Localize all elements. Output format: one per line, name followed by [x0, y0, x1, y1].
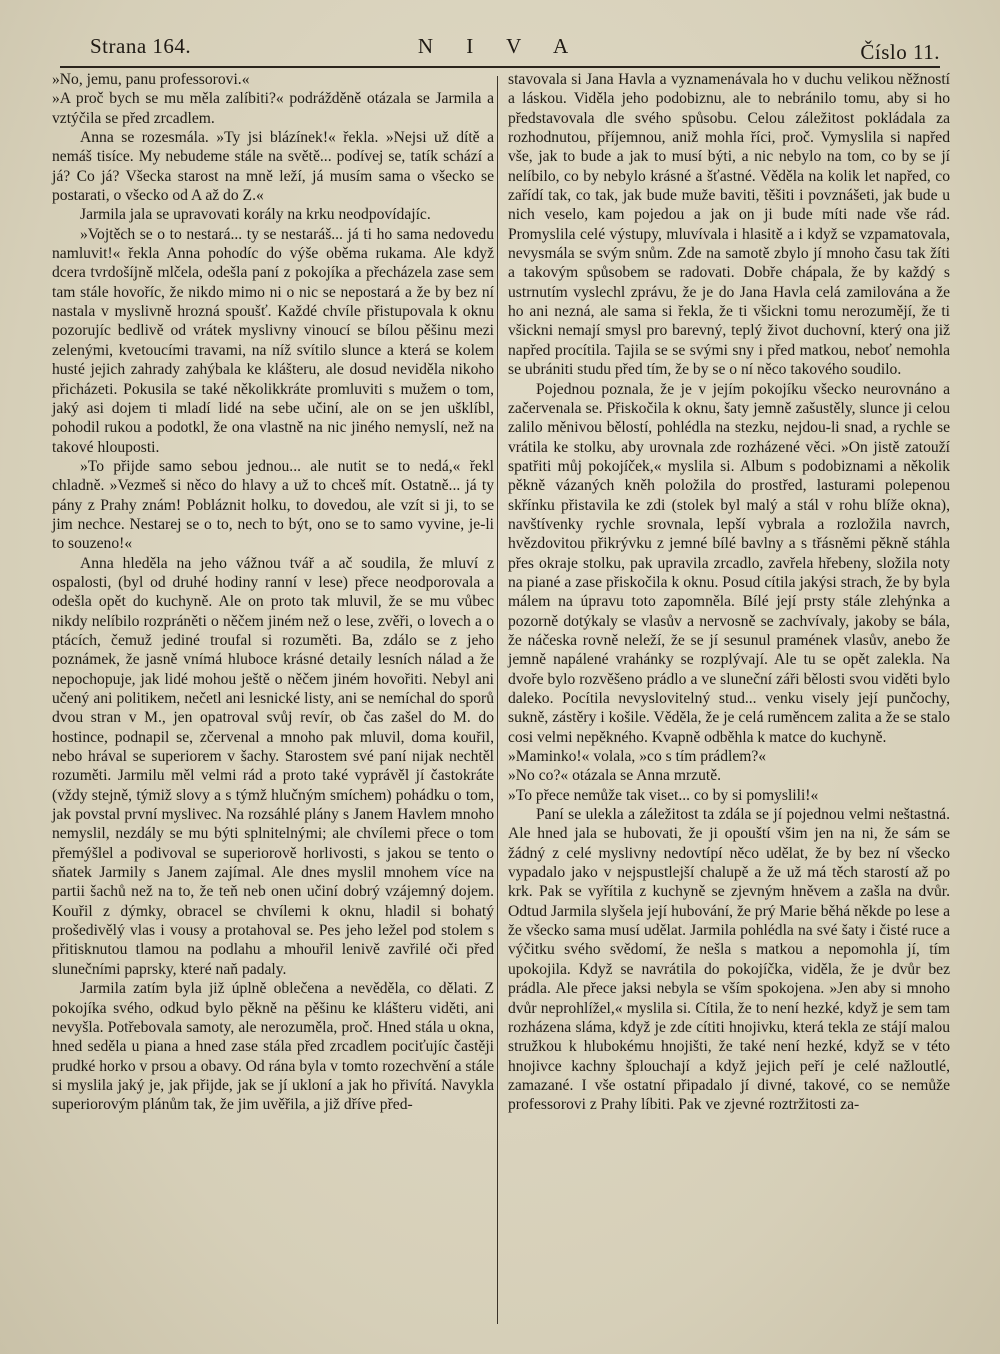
right-column — [508, 70, 950, 1115]
paragraph: »To přece nemůže tak viset... co by si pomyslili!« — [508, 786, 819, 804]
paragraph: »No, jemu, panu professorovi.« — [52, 71, 250, 88]
paragraph: Pojednou poznala, že je v jejím pokojíku všecko neurovnáno a začervenala se. Přiskočila k oknu, šaty jemně zašustěly, slunce ji celou zalilo měnivou bělostí, pohlédla na stezku, nejdou-li snad, a rychle se vrátila ke stolku, aby urovnala zde rozházené věci. »On jistě zatouží spatřiti můj pokojíček,« myslila si. Album s podobiznami a několik pěkně vázaných kněh položila do prostřed, lasturami polepenou skřínku přistavila ke zdi (stolek byl malý a stál v rohu blíže okna), navštívenky rychle srovnala, lepší vybrala a rozložila navrch, hvězdovitou přikrývku z jemné bílé bavlny a s třásněmi pěkně stáhla přes okraje stolku, pak upravila zrcadlo, zavřela hřebeny, složila noty na piané a zase přiskočila k oknu. Posud cítila jakýsi strach, že by byla málem na úpravu toto zapomněla. Bílé její prsty stále zlehýnka a pozorně dotýkaly se vlasův a nervosně se zachvívaly, jakoby se bála, že náčeska rovně neleží, že se jí sesunul pramének vlasův, anebo že jemně napálené vrahánky se rozplývají. Ale tu se opět zalekla. Na dvoře bylo rozvěšeno prádlo a ve sluneční záři bělosti svou viděti bylo daleko. Pocítila nevyslovitelný stud... venku visely její punčochy, sukně, zástěry i košile. Věděla, že je celá ruměncem zalita a že se stalo cosi velmi nepěkného. Kvapně odběhla k matce do kuchyně. — [508, 380, 950, 746]
paragraph: stavovala si Jana Havla a vyznamenávala ho v duchu velikou něžností a láskou. Viděla jeho podobiznu, ale to nebránilo tomu, aby si ho představovala dle svého spůsobu. Celou záležitost pokládala za rozhodnutou, příjemnou, aniž mohla říci, proč. Vymyslila si napřed vše, jak to bude a jak to musí býti, a nic nebylo na tom, co by se jí nelíbilo, co by nebylo krásné a šťastné. Věděla na kolik let napřed, co zařídí tak, co tak, jak bude muže baviti, těšiti i povznášeti, jak bude u nich veselo, kam pojedou a jak on ji bude míti nade vše rád. Promyslila celé výstupy, mluvívala i hlasitě a i když se vzpamatovala, nevysmála se svým snům. Zde na samotě zbylo jí mnoho času tak žíti a takovým spůsobem se radovati. Dobře chápala, že by každý s ustrnutím vyslechl zprávu, že je do Jana Havla celá zamilována a že ho ani nezná, ale sama si řekla, že ti všickni tomu nerozumějí, že ti všickni nemají smysl pro barevný, teplý život duchovní, který ona již napřed procítila. Tajila se se svými sny i před matkou, neboť nemohla se ubrániti studu před tím, že by se o ní něco takového soudilo. — [508, 71, 950, 379]
page-header — [60, 30, 940, 64]
paragraph: Anna se rozesmála. »Ty jsi blázínek!« řekla. »Nejsi už dítě a nemáš tisíce. My nebudeme stále na světě... podívej se, tatík schází a já? Co já? Všecka starost na mně leží, já musím sama o všecko se postarati, o všecko od A až do Z.« — [52, 129, 494, 205]
paragraph: »No co?« otázala se Anna mrzutě. — [508, 767, 722, 785]
magazine-title: N I V A — [417, 34, 583, 58]
page-number: Strana 164. — [90, 34, 192, 58]
column-divider — [497, 76, 498, 1324]
paragraph: »Vojtěch se o to nestará... ty se nestaráš... já ti ho sama nedovedu namluvit!« řekla Anna pohodíc do výše oběma rukama. Ale když dcera tvrdošíjně mlčela, odešla paní z pokojíka a přecházela zase sem tam stále hovoříc, že nikdo mimo ni o nic se nepostará a že by bez ní nastala v myslivně hrozná spoušť. Každé chvíle přistupovala k oknu pozorujíc bedlivě od vrátek myslivny vinoucí se bílou pěšinu mezi zelenými, kvetoucími travami, na níž svítilo slunce a která se kolem husté jejich zahrady zahýbala ke klášteru, ale dosud neviděla nikoho přicházeti. Pokusila se také několikkráte promluviti s mužem o tom, jaký asi dojem ti mladí lidé na sebe učiní, ale on se jen ušklíbl, pohodil rukou a podotkl, že ona vlastně na nic jiného nemyslí, než na takové hlouposti. — [52, 225, 494, 456]
paragraph: Jarmila jala se upravovati korály na krku neodpovídajíc. — [80, 206, 431, 224]
paragraph: »To přijde samo sebou jednou... ale nutit se to nedá,« řekl chladně. »Vezmeš si něco do hlavy a už to chceš mít. Ostatně... já ty pány z Prahy znám! Pobláznit holku, to dovedou, ale vzít si ji, to se jim nechce. Nestarej se o to, nech to být, ono se to samo vyvine, je-li to souzeno!« — [52, 457, 494, 553]
paragraph: Paní se ulekla a záležitost ta zdála se jí pojednou velmi neštastná. Ale hned jala se hubovati, že ji opouští všim jen na ni, že sám se žádný z celé myslivny nedovtípí něco udělat, že by bez ní všecko vypadalo jako v nejspustlejší chalupě a že už má těch starostí až po krk. Pak se vyřítila z kuchyně se zjevným hněvem a zašla na dvůr. Odtud Jarmila slyšela její hubování, že prý Marie běhá někde po lese a že všecko sama musí udělat. Jarmila pohlédla na své šaty i čisté ruce a výčitku svého svědomí, že nešla s matkou a nepomohla jí, tím upokojila. Když se navrátila do pokojíčka, viděla, že je dvůr bez prádla. Ale přece jaksi nebyla se vším spokojena. »Jen aby si mnoho dvůr neprohlížel,« myslila si. Cítila, že to není hezké, když je sem tam rozházena sláma, když je zde cítiti hnojivku, která tekla ze stájí malou stružkou k hlubokému hnojišti, že také není hezké, když se v této hnojivce kachny šplouchají a když jejich peří je celé nažloutlé, zamazané. I vše ostatní připadalo jí divné, takové, co se nemůže professorovi z Prahy líbiti. Pak ve zjevné roztržitosti za- — [508, 806, 950, 1114]
paragraph: »A proč bych se mu měla zalíbiti?« podrážděně otázala se Jarmila a vztýčila se před zrcadlem. — [52, 90, 494, 127]
left-column — [52, 70, 494, 1115]
paragraph: Anna hleděla na jeho vážnou tvář a ač soudila, že mluví z ospalosti, (byl od druhé hodiny ranní v lese) přece neodporovala a odešla opět do kuchyně. Ale on proto tak mluvil, že se mu vůbec nikdy nelíbilo rozpráněti o něčem jiném než o lese, zvěři, o lovech a o ptácích, čemuž jediné troufal si rozuměti. Ba, zdálo se z jeho poznámek, že jasně vnímá hluboce krásné detaily lesních nálad a že nepochopuje, jak lidé mohou ještě o něčem jiném hovořiti. Nebyl ani učený ani politikem, nečetl ani lesnické listy, ani se nemíchal do sporů dvou stran v M., jen opatroval svůj revír, ob čas zašel do M. do hostince, podnapil se, zčervenal a mnoho pak mluvil, doma kouřil, nebo hrával se superiorem v šachy. Starostem své paní nijak nechtěl rozuměti. Jarmilu měl velmi rád a proto také vyprávěl jí častokráte (vždy stejně, týmiž slovy a s týmž hlučným smíchem) pohádku o tom, jak povstal první myslivec. Na rozsáhlé plány s Janem Havlem mnoho nemyslil, nezdály se mu býti splnitelnými; ale chvílemi přece o tom přemýšlel a podivoval se superiorově horlivosti, s jakou se tento o sňatek Jarmily s Janem zajímal. Ale dnes myslil mnohem více na partii šachů než na to, že teň neb onen učiní dobrý vzájemný dojem. Kouřil z dýmky, obracel se chvílemi k oknu, hladil si bohatý prošedivělý vlas i vousy a protahoval se. Pes jeho ležel pod stolem s přitisknutou tlamou na podlahu a mhouřil lenivě zavřilé oči před slunečními paprsky, které naň padaly. — [52, 554, 494, 978]
header-rule — [60, 66, 940, 68]
issue-number: Číslo 11. — [860, 40, 940, 64]
paragraph: Jarmila zatím byla již úplně oblečena a nevěděla, co dělati. Z pokojíka svého, odkud bylo pěkně na pěšinu ke klášteru viděti, ani nevyšla. Potřebovala samoty, ale nerozuměla, proč. Hned stála u okna, hned seděla u piana a hned zase stála před zrcadlem pociťujíc častěji prudké horko v prsou a obavy. Od rána byla v tomto rozechvění a stále si myslila jaký je, jak přijde, jak se jí ukloní a jak ho přivítá. Navykla superiorovým plánům tak, že jim uvěřila, a již dříve před- — [52, 980, 494, 1114]
paragraph: »Maminko!« volala, »co s tím prádlem?« — [508, 748, 767, 766]
